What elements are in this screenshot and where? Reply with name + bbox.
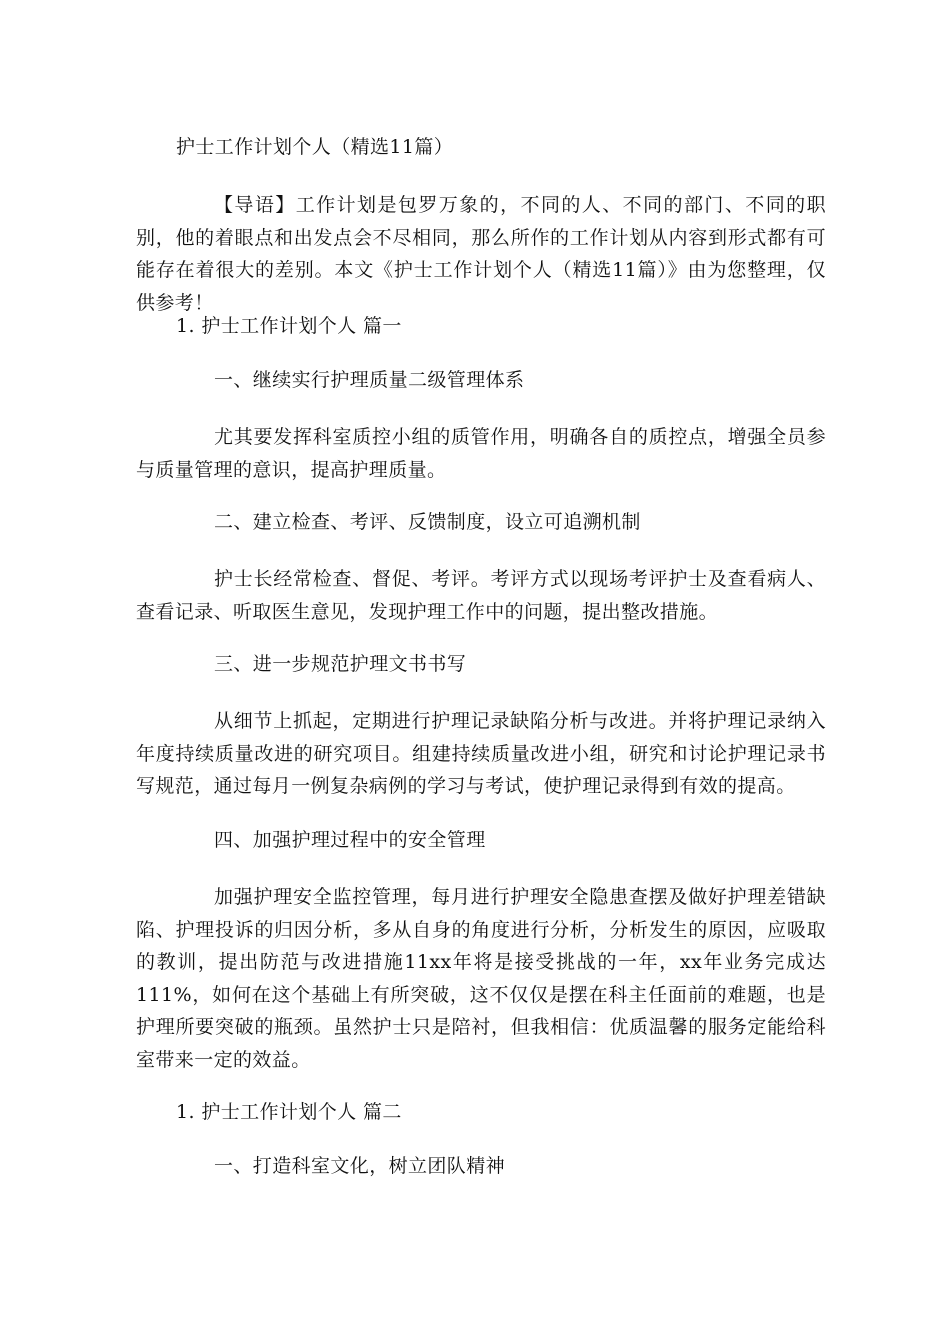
section-heading-2: 1. 护士工作计划个人 篇二 — [176, 1101, 402, 1123]
subheading-1-2: 二、建立检查、考评、反馈制度，设立可追溯机制 — [214, 511, 641, 533]
section-heading-1: 1. 护士工作计划个人 篇一 — [176, 315, 402, 337]
paragraph-1-3: 从细节上抓起，定期进行护理记录缺陷分析与改进。并将护理记录纳入年度持续质量改进的研究项目。组建持续质量改进小组，研究和讨论护理记录书写规范，通过每月一例复杂病例的学习与考试，使护理记录得到有效的提高。 — [136, 710, 826, 797]
paragraph-1-2: 护士长经常检查、督促、考评。考评方式以现场考评护士及查看病人、查看记录、听取医生意见，发现护理工作中的问题，提出整改措施。 — [136, 568, 826, 623]
subheading-1-1: 一、继续实行护理质量二级管理体系 — [214, 369, 525, 391]
subheading-2-1: 一、打造科室文化，树立团队精神 — [214, 1155, 506, 1177]
subheading-1-4: 四、加强护理过程中的安全管理 — [214, 829, 486, 851]
document-title: 护士工作计划个人（精选11篇） — [176, 136, 454, 158]
paragraph-1-4: 加强护理安全监控管理，每月进行护理安全隐患查摆及做好护理差错缺陷、护理投诉的归因分析，多从自身的角度进行分析，分析发生的原因，应吸取的教训，提出防范与改进措施11xx年将是接受挑战的一年，xx年业务完成达111%，如何在这个基础上有所突破，这不仅仅是摆在科主任面前的难题，也是护理所要突破的瓶颈。虽然护士只是陪衬，但我相信：优质温馨的服务定能给科室带来一定的效益。 — [136, 886, 826, 1071]
subheading-1-3: 三、进一步规范护理文书书写 — [214, 653, 467, 675]
paragraph-1-1: 尤其要发挥科室质控小组的质管作用，明确各自的质控点，增强全员参与质量管理的意识，提高护理质量。 — [136, 426, 826, 481]
intro-paragraph: 【导语】工作计划是包罗万象的，不同的人、不同的部门、不同的职别，他的着眼点和出发点会不尽相同，那么所作的工作计划从内容到形式都有可能存在着很大的差别。本文《护士工作计划个人（精选11篇）》由为您整理，仅供参考！ — [136, 194, 826, 314]
